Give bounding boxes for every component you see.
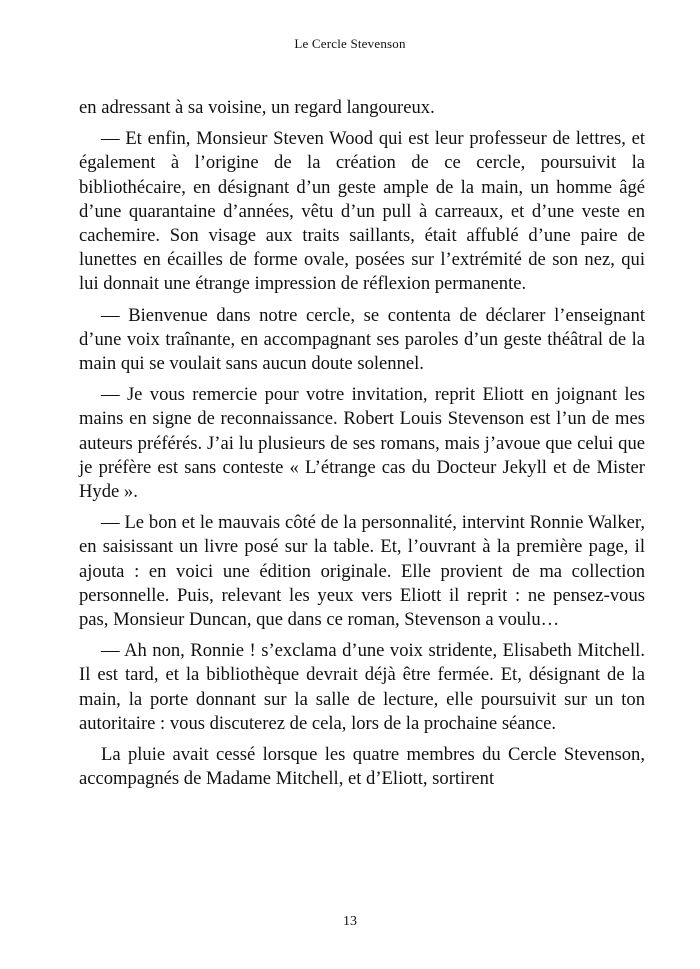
page-number: 13: [343, 914, 357, 929]
body-text: [79, 96, 645, 798]
paragraph: — Je vous remercie pour votre invitation, reprit Eliott en joignant les mains en signe de reconnaissance. Robert Louis Stevenson est l’un de mes auteurs préférés. J’ai lu plusieurs de ses romans, mais j’avoue que celui que je préfère est sans conteste « L’étrange cas du Docteur Jekyll et de Mister Hyde ».: [79, 384, 645, 503]
paragraph: — Le bon et le mauvais côté de la personnalité, intervint Ronnie Walker, en saisissant un livre posé sur la table. Et, l’ouvrant à la première page, il ajouta : en voici une édition originale. Elle provient de ma collection personnelle. Puis, relevant les yeux vers Eliott il reprit : ne pensez-vous pas, Monsieur Duncan, que dans ce roman, Stevenson a voulu…: [79, 512, 645, 631]
running-title: Le Cercle Stevenson: [294, 36, 406, 51]
paragraph-continuation: en adressant à sa voisine, un regard langoureux.: [79, 97, 435, 118]
paragraph: La pluie avait cessé lorsque les quatre membres du Cercle Stevenson, accompagnés de Madame Mitchell, et d’Eliott, sortirent: [79, 744, 645, 790]
paragraph: — Et enfin, Monsieur Steven Wood qui est leur professeur de lettres, et également à l’origine de la création de ce cercle, poursuivit la bibliothécaire, en désignant d’un geste ample de la main, un homme âgé d’une quarantaine d’années, vêtu d’un pull à carreaux, et d’une veste en cachemire. Son visage aux traits saillants, était affublé d’une paire de lunettes en écailles de forme ovale, posées sur l’extrémité de son nez, qui lui donnait une étrange impression de réflexion permanente.: [79, 128, 645, 295]
paragraph: — Bienvenue dans notre cercle, se contenta de déclarer l’enseignant d’une voix traînante, en accompagnant ses paroles d’un geste théâtral de la main qui se voulait sans aucun doute solennel.: [79, 304, 645, 375]
paragraph: — Ah non, Ronnie ! s’exclama d’une voix stridente, Elisabeth Mitchell. Il est tard, et la bibliothèque devrait déjà être fermée. Et, désignant de la main, la porte donnant sur la salle de lecture, elle poursuivit sur un ton autoritaire : vous discuterez de cela, lors de la prochaine séance.: [79, 640, 645, 734]
